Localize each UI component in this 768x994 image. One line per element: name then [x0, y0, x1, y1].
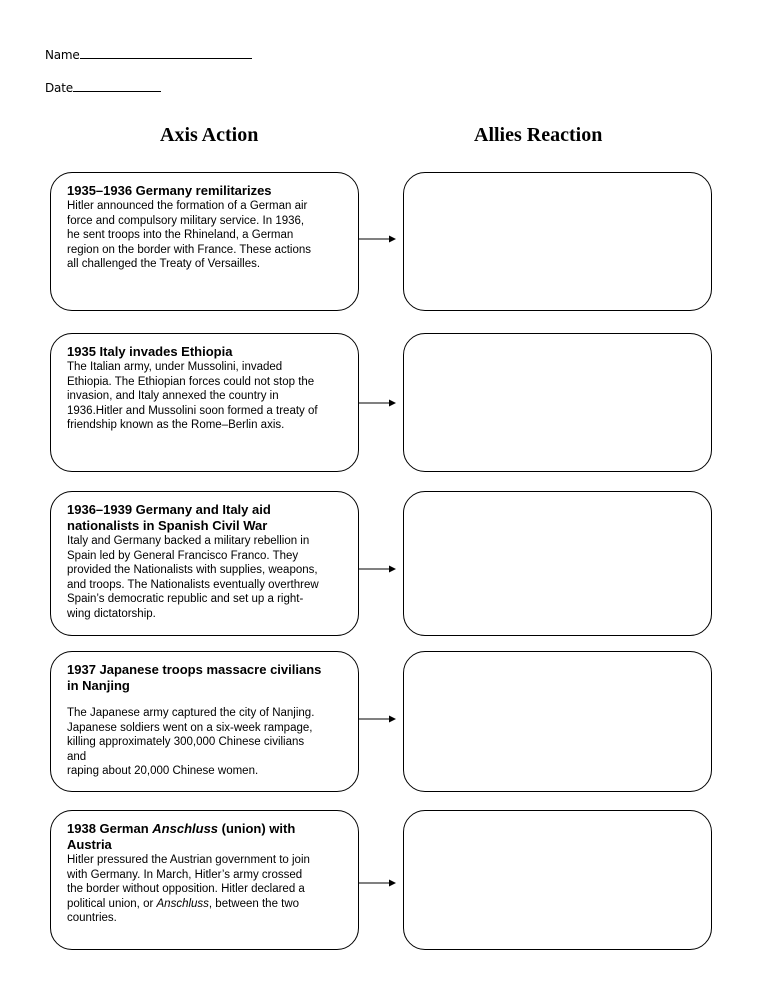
- date-field: [45, 79, 161, 95]
- event-body: The Japanese army captured the city of Nanjing. Japanese soldiers went on a six-week rampage, killing approximately 300,000 Chinese civilians and raping about 20,000 Chinese women.: [67, 707, 315, 778]
- name-field: [45, 46, 252, 62]
- event-title-text: 1938 German: [67, 821, 153, 836]
- arrow-icon: [359, 564, 397, 574]
- date-input-line[interactable]: [73, 79, 161, 92]
- event-title: 1937 Japanese troops massacre civilians in Nanjing: [67, 662, 322, 693]
- arrow-icon: [359, 234, 397, 244]
- event-title: 1935 Italy invades Ethiopia: [67, 344, 233, 359]
- event-body-text: Hitler pressured the Austrian government to join with Germany. In March, Hitler’s army crossed the border without opposition. Hitler declared a political union, or: [67, 854, 310, 910]
- name-label: Name: [45, 48, 80, 62]
- event-body: Italy and Germany backed a military rebellion in Spain led by General Francisco Franco. They provided the Nationalists with supplies, weapons, and troops. The Nationalists eventually overthrew Spain’s democratic republic and set up a right- wing dictatorship.: [67, 535, 319, 620]
- event-title: 1935–1936 Germany remilitarizes: [67, 183, 272, 198]
- event-title: 1936–1939 Germany and Italy aid nationalists in Spanish Civil War: [67, 502, 271, 533]
- name-input-line[interactable]: [80, 46, 252, 59]
- arrow-icon: [359, 714, 397, 724]
- allies-reaction-box-5[interactable]: [403, 810, 712, 950]
- event-title: [67, 821, 344, 853]
- event-body: Hitler announced the formation of a German air force and compulsory military service. In 1936, he sent troops into the Rhineland, a German region on the border with France. These actions all challenged the Treaty of Versailles.: [67, 200, 311, 271]
- allies-reaction-box-1[interactable]: [403, 172, 712, 311]
- axis-event-box-3: [50, 491, 359, 636]
- event-title-italic: Anschluss: [152, 821, 219, 836]
- arrow-icon: [359, 878, 397, 888]
- axis-action-heading: Axis Action: [160, 124, 259, 146]
- date-label: Date: [45, 81, 73, 95]
- axis-event-box-2: [50, 333, 359, 472]
- allies-reaction-box-2[interactable]: [403, 333, 712, 472]
- arrow-icon: [359, 398, 397, 408]
- event-body-italic: Anschluss: [156, 897, 209, 910]
- event-body: The Italian army, under Mussolini, invaded Ethiopia. The Ethiopian forces could not stop the invasion, and Italy annexed the country in 1936.Hitler and Mussolini soon formed a treaty of friendship known as the Rome–Berlin axis.: [67, 361, 318, 432]
- axis-event-box-1: [50, 172, 359, 311]
- allies-reaction-box-4[interactable]: [403, 651, 712, 792]
- event-title-text: (union) with Austria: [67, 821, 296, 852]
- allies-reaction-box-3[interactable]: [403, 491, 712, 636]
- event-body-text: , between the two countries.: [67, 897, 300, 925]
- axis-event-box-5: [50, 810, 359, 950]
- event-body: [67, 853, 344, 926]
- axis-event-box-4: [50, 651, 359, 792]
- allies-reaction-heading: Allies Reaction: [474, 124, 603, 146]
